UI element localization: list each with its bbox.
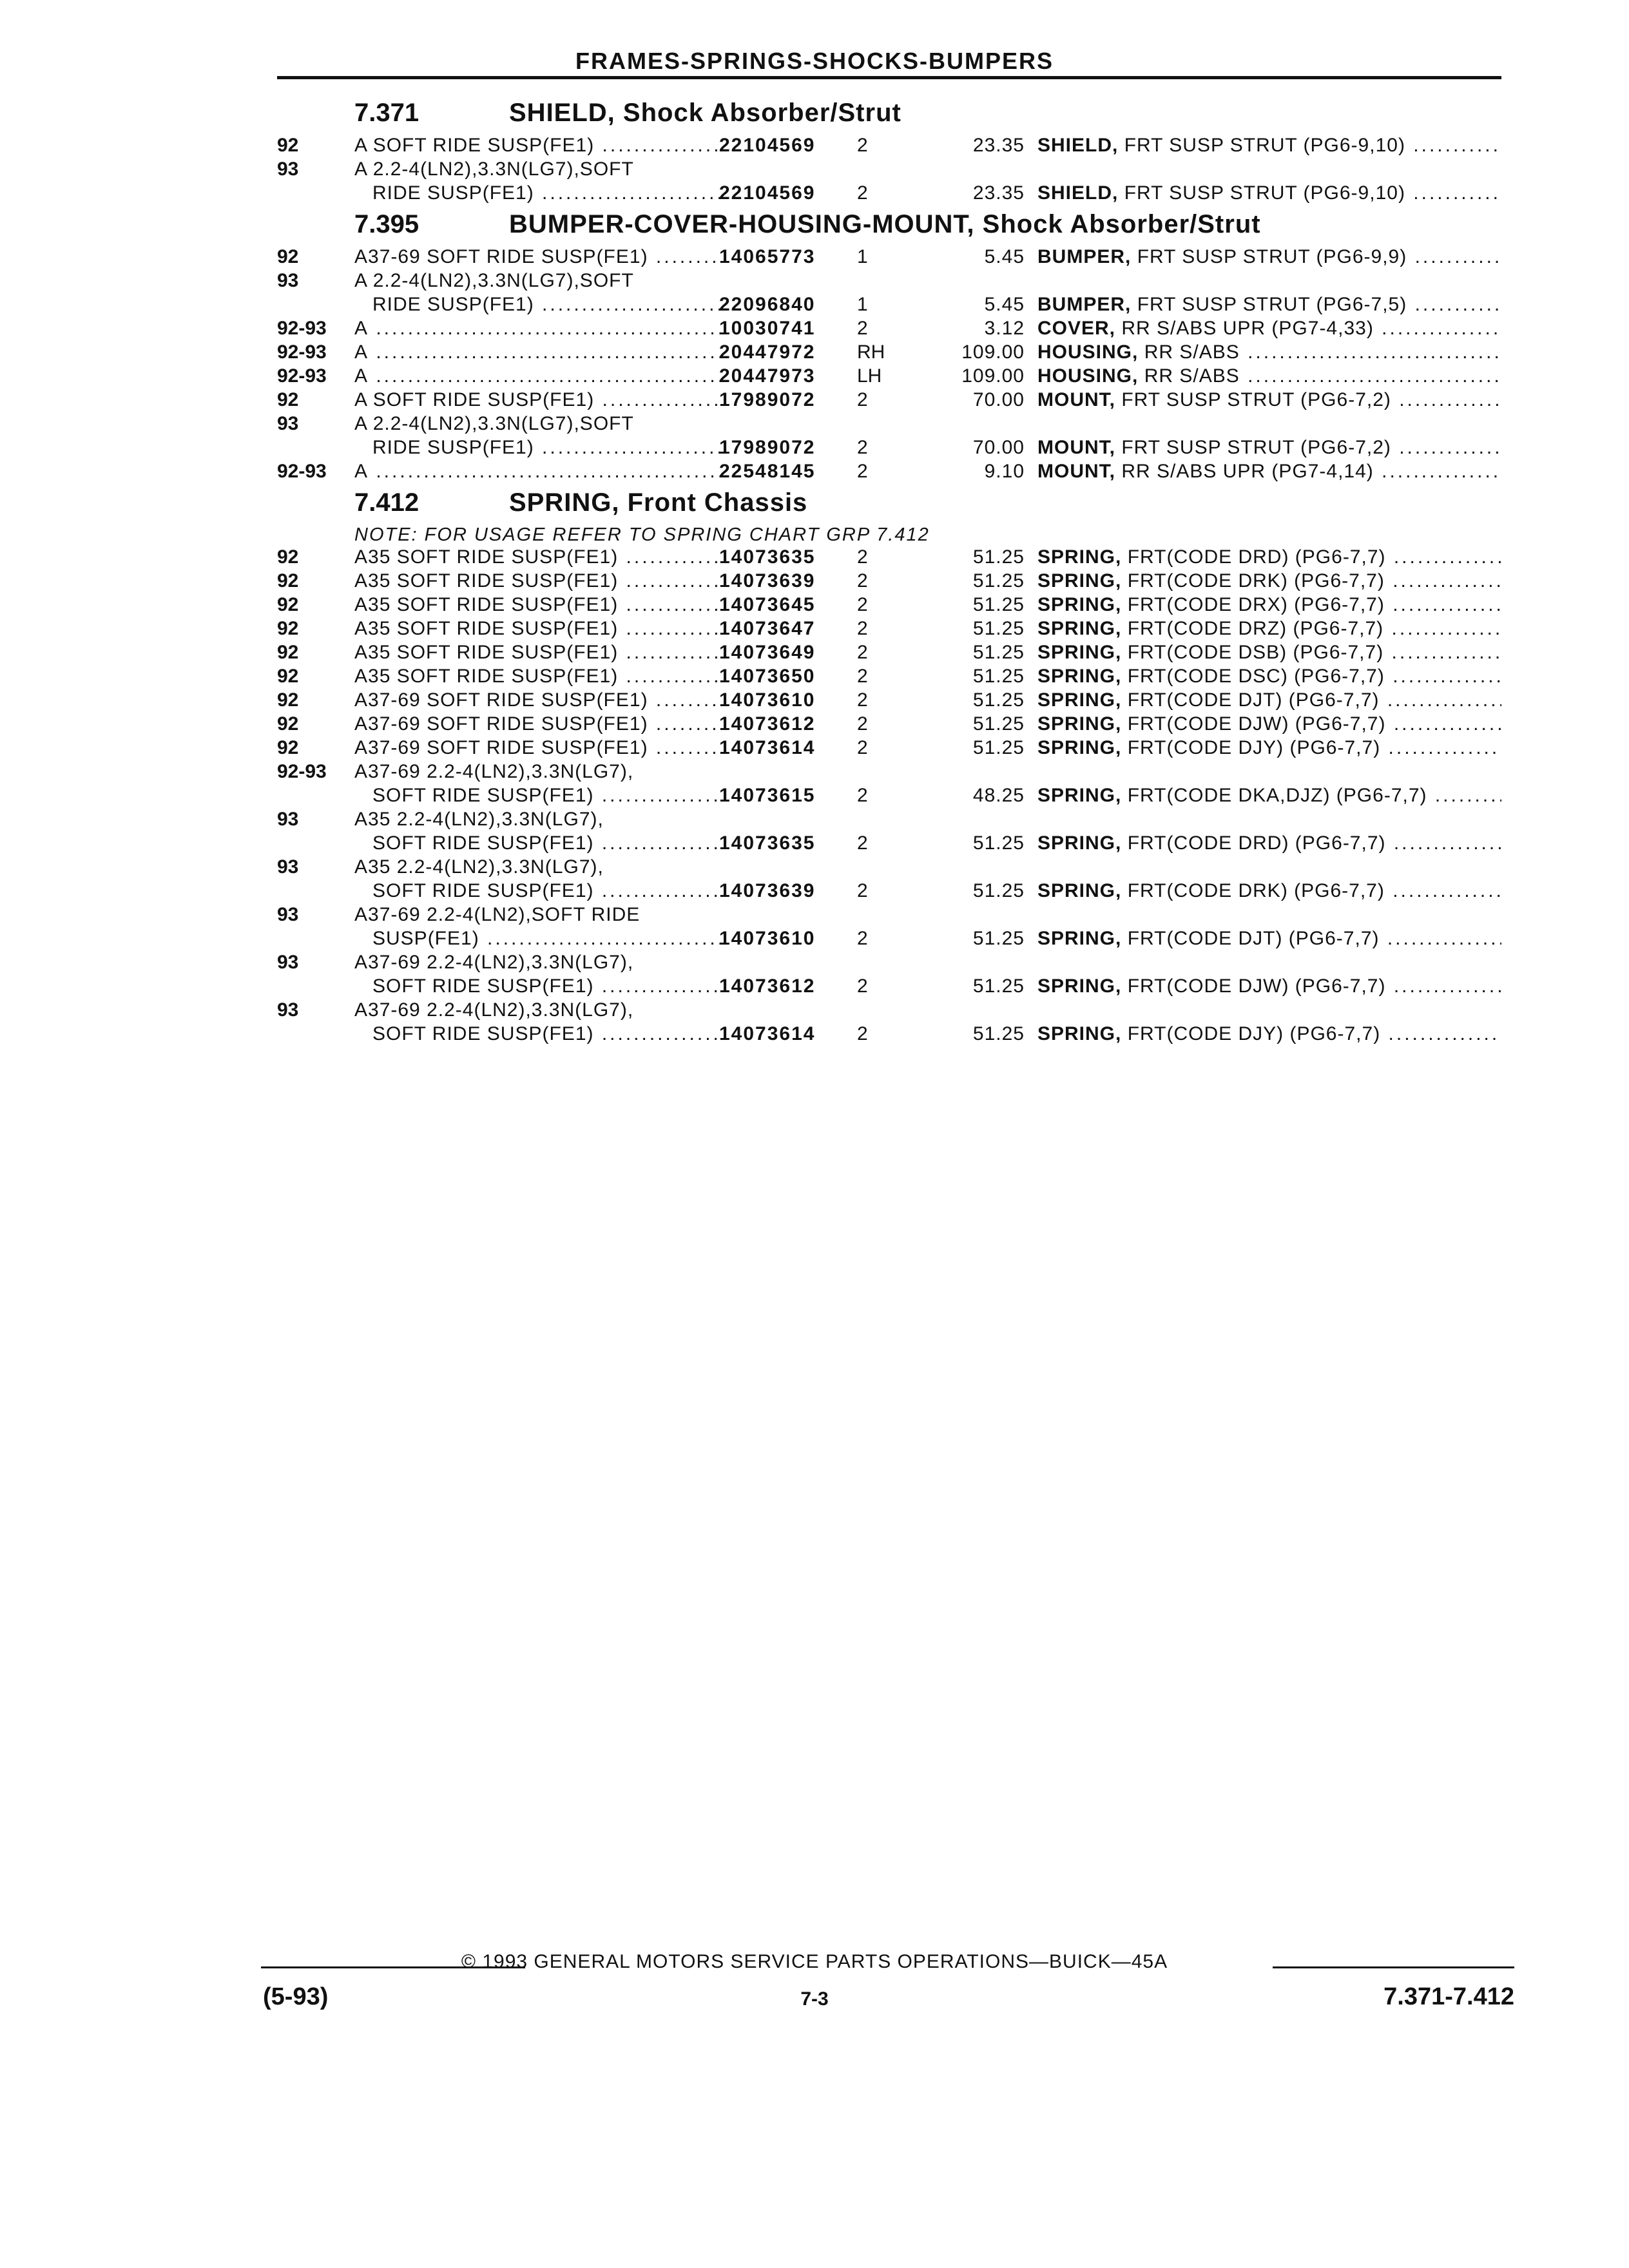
usage-description: A 2.2-4(LN2),3.3N(LG7),SOFT (354, 413, 634, 434)
part-detail: FRT(CODE DJY) (PG6-7,7) (1127, 1023, 1381, 1044)
model-year: 93 (277, 952, 299, 973)
part-name: MOUNT, (1037, 461, 1115, 482)
header-rule (277, 76, 1501, 79)
model-year: 92 (277, 594, 299, 615)
quantity: 2 (857, 594, 868, 615)
model-year: 92 (277, 570, 299, 591)
part-number: 14073614 (719, 737, 816, 758)
usage-description: A35 SOFT RIDE SUSP(FE1) ..... (354, 570, 722, 592)
quantity: 2 (857, 318, 868, 339)
part-name: SPRING, (1037, 642, 1122, 663)
table-row (277, 593, 1501, 617)
model-year: 92 (277, 737, 299, 758)
part-name: MOUNT, (1037, 389, 1115, 410)
price: 51.25 (972, 928, 1025, 949)
part-name: BUMPER, (1037, 246, 1132, 267)
part-name: MOUNT, (1037, 437, 1115, 458)
part-number: 14073610 (719, 928, 816, 949)
table-row (277, 927, 1501, 950)
section-note (277, 523, 1501, 545)
price: 51.25 (972, 1023, 1025, 1044)
usage-description: A SOFT RIDE SUSP(FE1) ..... (354, 389, 722, 411)
part-description (1037, 570, 1501, 592)
quantity: 2 (857, 713, 868, 735)
table-row (277, 831, 1501, 855)
model-year: 92 (277, 713, 299, 735)
usage-description: SOFT RIDE SUSP(FE1) ..... (372, 785, 722, 807)
table-row (277, 545, 1501, 569)
part-detail: FRT(CODE DSB) (PG6-7,7) (1127, 642, 1384, 663)
part-number: 14073612 (719, 975, 816, 997)
quantity: 2 (857, 666, 868, 687)
part-name: SPRING, (1037, 880, 1122, 901)
usage-description: A35 2.2-4(LN2),3.3N(LG7), (354, 856, 604, 878)
table-row (277, 712, 1501, 736)
price: 51.25 (972, 666, 1025, 687)
table-row (277, 688, 1501, 712)
quantity: 2 (857, 642, 868, 663)
section-range: 7.371-7.412 (1383, 1983, 1514, 2010)
part-name: SPRING, (1037, 737, 1122, 758)
part-number: 14073649 (719, 642, 816, 663)
part-name: HOUSING, (1037, 365, 1139, 387)
part-name: SPRING, (1037, 975, 1122, 997)
price: 3.12 (984, 318, 1025, 339)
table-row (277, 157, 1501, 181)
model-year: 93 (277, 270, 299, 291)
part-description (1037, 713, 1501, 735)
price: 51.25 (972, 880, 1025, 901)
price: 51.25 (972, 546, 1025, 568)
model-year: 92 (277, 689, 299, 711)
part-name: SHIELD, (1037, 135, 1119, 156)
part-description (1037, 689, 1501, 711)
table-row (277, 974, 1501, 998)
section-heading (277, 205, 1501, 245)
part-detail: FRT(CODE DRK) (PG6-7,7) (1127, 880, 1385, 901)
model-year: 93 (277, 159, 299, 180)
part-number: 22096840 (719, 294, 816, 315)
part-number: 14073614 (719, 1023, 816, 1044)
part-detail: FRT(CODE DJW) (PG6-7,7) (1127, 713, 1386, 735)
part-detail: RR S/ABS UPR (PG7-4,33) (1121, 318, 1374, 339)
table-row (277, 998, 1501, 1022)
part-detail: FRT(CODE DJW) (PG6-7,7) (1127, 975, 1386, 997)
footer-date: (5-93) (263, 1983, 329, 2010)
price: 70.00 (972, 389, 1025, 410)
part-name: SPRING, (1037, 618, 1122, 639)
model-year: 92-93 (277, 365, 327, 387)
quantity: 2 (857, 737, 868, 758)
part-description (1037, 785, 1501, 807)
quantity: 2 (857, 928, 868, 949)
part-detail: FRT(CODE DRZ) (PG6-7,7) (1127, 618, 1384, 639)
part-description (1037, 365, 1501, 387)
price: 9.10 (984, 461, 1025, 482)
part-number: 14073645 (719, 594, 816, 615)
model-year: 92-93 (277, 461, 327, 482)
table-row (277, 364, 1501, 388)
part-description (1037, 389, 1501, 411)
usage-description: A37-69 SOFT RIDE SUSP(FE1) ..... (354, 713, 722, 735)
price: 5.45 (984, 294, 1025, 315)
part-detail: FRT(CODE DSC) (PG6-7,7) (1127, 666, 1385, 687)
part-name: SPRING, (1037, 666, 1122, 687)
price: 48.25 (972, 785, 1025, 806)
part-description (1037, 880, 1501, 902)
usage-description: A35 SOFT RIDE SUSP(FE1) ..... (354, 618, 722, 640)
part-name: HOUSING, (1037, 341, 1139, 363)
section-number: 7.371 (354, 99, 419, 127)
usage-description: A37-69 2.2-4(LN2),3.3N(LG7), (354, 761, 634, 782)
part-detail: FRT(CODE DJT) (PG6-7,7) (1127, 928, 1380, 949)
usage-description: SOFT RIDE SUSP(FE1) ..... (372, 975, 722, 997)
part-number: 14073650 (719, 666, 816, 687)
price: 51.25 (972, 975, 1025, 997)
usage-description: SOFT RIDE SUSP(FE1) ..... (372, 880, 722, 902)
table-row (277, 807, 1501, 831)
quantity: 2 (857, 785, 868, 806)
price: 51.25 (972, 832, 1025, 854)
usage-description: A35 2.2-4(LN2),3.3N(LG7), (354, 809, 604, 830)
part-description (1037, 737, 1501, 759)
section-heading (277, 93, 1501, 133)
part-number: 10030741 (719, 318, 816, 339)
table-row (277, 269, 1501, 293)
quantity: 1 (857, 246, 868, 267)
section-title: SPRING, Front Chassis (509, 488, 808, 517)
price: 23.35 (972, 182, 1025, 204)
price: 109.00 (961, 341, 1025, 363)
price: 51.25 (972, 618, 1025, 639)
quantity: 2 (857, 546, 868, 568)
quantity: 2 (857, 1023, 868, 1044)
part-detail: FRT(CODE DKA,DJZ) (PG6-7,7) (1127, 785, 1427, 806)
part-description (1037, 246, 1501, 268)
part-detail: FRT SUSP STRUT (PG6-9,9) (1137, 246, 1407, 267)
model-year: 92-93 (277, 761, 327, 782)
section-number: 7.412 (354, 488, 419, 517)
part-number: 14073639 (719, 880, 816, 901)
usage-description: A SOFT RIDE SUSP(FE1) ..... (354, 135, 722, 157)
part-number: 14073612 (719, 713, 816, 735)
price: 23.35 (972, 135, 1025, 156)
model-year: 93 (277, 856, 299, 878)
part-name: SPRING, (1037, 1023, 1122, 1044)
quantity: LH (857, 365, 882, 387)
table-row (277, 569, 1501, 593)
price: 70.00 (972, 437, 1025, 458)
model-year: 92 (277, 618, 299, 639)
quantity: 2 (857, 437, 868, 458)
model-year: 93 (277, 809, 299, 830)
part-detail: RR S/ABS UPR (PG7-4,14) (1121, 461, 1374, 482)
part-number: 20447972 (719, 341, 816, 363)
table-row (277, 340, 1501, 364)
usage-description: A37-69 2.2-4(LN2),3.3N(LG7), (354, 952, 634, 973)
table-row (277, 664, 1501, 688)
part-description (1037, 642, 1501, 664)
usage-description: A ..... (354, 365, 722, 387)
usage-description: SUSP(FE1) ..... (372, 928, 722, 950)
part-number: 14073639 (719, 570, 816, 591)
part-number: 17989072 (719, 437, 816, 458)
part-number: 17989072 (719, 389, 816, 410)
table-row (277, 133, 1501, 157)
section-title: BUMPER-COVER-HOUSING-MOUNT, Shock Absorber/Strut (509, 210, 1261, 238)
usage-description: RIDE SUSP(FE1) ..... (372, 182, 722, 204)
quantity: 1 (857, 294, 868, 315)
part-description (1037, 437, 1501, 459)
usage-description: RIDE SUSP(FE1) ..... (372, 294, 722, 316)
usage-description: A35 SOFT RIDE SUSP(FE1) ..... (354, 642, 722, 664)
quantity: 2 (857, 461, 868, 482)
usage-description: SOFT RIDE SUSP(FE1) ..... (372, 1023, 722, 1045)
part-name: SPRING, (1037, 546, 1122, 568)
part-name: SPRING, (1037, 785, 1122, 806)
model-year: 92 (277, 246, 299, 267)
quantity: 2 (857, 135, 868, 156)
model-year: 92-93 (277, 318, 327, 339)
usage-description: SOFT RIDE SUSP(FE1) ..... (372, 832, 722, 854)
part-description (1037, 135, 1501, 157)
part-detail: FRT SUSP STRUT (PG6-9,10) (1124, 135, 1405, 156)
quantity: 2 (857, 975, 868, 997)
usage-description: A ..... (354, 341, 722, 363)
part-description (1037, 182, 1501, 204)
footer-copyright: © 1993 GENERAL MOTORS SERVICE PARTS OPERATIONS—BUICK—45A (461, 1951, 1168, 1972)
model-year: 93 (277, 413, 299, 434)
section-heading (277, 483, 1501, 523)
table-row (277, 736, 1501, 760)
usage-description: A35 SOFT RIDE SUSP(FE1) ..... (354, 666, 722, 687)
quantity: 2 (857, 182, 868, 204)
usage-description: A 2.2-4(LN2),3.3N(LG7),SOFT (354, 270, 634, 291)
table-row (277, 293, 1501, 316)
price: 51.25 (972, 713, 1025, 735)
parts-list (277, 93, 1501, 1046)
table-row (277, 436, 1501, 459)
model-year: 93 (277, 904, 299, 925)
part-description (1037, 594, 1501, 616)
part-description (1037, 546, 1501, 568)
usage-description: A 2.2-4(LN2),3.3N(LG7),SOFT (354, 159, 634, 180)
model-year: 92 (277, 666, 299, 687)
page-title: FRAMES-SPRINGS-SHOCKS-BUMPERS (575, 48, 1054, 74)
model-year: 92-93 (277, 341, 327, 363)
part-name: SPRING, (1037, 570, 1122, 591)
part-name: SPRING, (1037, 928, 1122, 949)
usage-description: RIDE SUSP(FE1) ..... (372, 437, 722, 459)
part-detail: FRT SUSP STRUT (PG6-9,10) (1124, 182, 1405, 204)
usage-description: A37-69 SOFT RIDE SUSP(FE1) ..... (354, 689, 722, 711)
price: 5.45 (984, 246, 1025, 267)
usage-description: A ..... (354, 318, 722, 340)
table-row (277, 245, 1501, 269)
quantity: 2 (857, 570, 868, 591)
part-name: COVER, (1037, 318, 1116, 339)
part-description (1037, 294, 1501, 316)
part-detail: FRT(CODE DJY) (PG6-7,7) (1127, 737, 1381, 758)
footer-rule-right (1273, 1966, 1514, 1968)
part-description (1037, 666, 1501, 687)
part-number: 14073647 (719, 618, 816, 639)
table-row (277, 412, 1501, 436)
part-detail: FRT SUSP STRUT (PG6-7,2) (1121, 389, 1391, 410)
part-number: 14073635 (719, 832, 816, 854)
table-row (277, 879, 1501, 903)
quantity: 2 (857, 880, 868, 901)
part-name: SPRING, (1037, 832, 1122, 854)
quantity: 2 (857, 689, 868, 711)
model-year: 92 (277, 135, 299, 156)
quantity: 2 (857, 832, 868, 854)
part-detail: FRT SUSP STRUT (PG6-7,5) (1137, 294, 1407, 315)
part-number: 14073635 (719, 546, 816, 568)
part-detail: FRT(CODE DRK) (PG6-7,7) (1127, 570, 1385, 591)
table-row (277, 855, 1501, 879)
part-description (1037, 1023, 1501, 1045)
usage-description: A ..... (354, 461, 722, 483)
part-name: SHIELD, (1037, 182, 1119, 204)
usage-description: A37-69 2.2-4(LN2),SOFT RIDE (354, 904, 641, 925)
price: 51.25 (972, 570, 1025, 591)
price: 51.25 (972, 642, 1025, 663)
part-detail: FRT(CODE DRD) (PG6-7,7) (1127, 546, 1386, 568)
price: 51.25 (972, 594, 1025, 615)
table-row (277, 181, 1501, 205)
usage-description: A35 SOFT RIDE SUSP(FE1) ..... (354, 546, 722, 568)
part-name: SPRING, (1037, 713, 1122, 735)
part-description (1037, 318, 1501, 340)
part-detail: FRT SUSP STRUT (PG6-7,2) (1121, 437, 1391, 458)
table-row (277, 640, 1501, 664)
part-number: 14073610 (719, 689, 816, 711)
part-description (1037, 832, 1501, 854)
model-year: 92 (277, 389, 299, 410)
usage-description: A35 SOFT RIDE SUSP(FE1) ..... (354, 594, 722, 616)
page-number: 7-3 (800, 1988, 829, 2010)
section-title: SHIELD, Shock Absorber/Strut (509, 99, 901, 127)
table-row (277, 617, 1501, 640)
part-number: 14073615 (719, 785, 816, 806)
usage-description: A37-69 SOFT RIDE SUSP(FE1) ..... (354, 737, 722, 759)
part-description (1037, 975, 1501, 997)
price: 109.00 (961, 365, 1025, 387)
price: 51.25 (972, 689, 1025, 711)
table-row (277, 783, 1501, 807)
table-row (277, 1022, 1501, 1046)
part-description (1037, 461, 1501, 483)
part-name: SPRING, (1037, 689, 1122, 711)
part-description (1037, 928, 1501, 950)
part-name: SPRING, (1037, 594, 1122, 615)
table-row (277, 903, 1501, 927)
model-year: 92 (277, 546, 299, 568)
part-detail: FRT(CODE DRD) (PG6-7,7) (1127, 832, 1386, 854)
quantity: 2 (857, 618, 868, 639)
part-number: 22104569 (719, 182, 816, 204)
table-row (277, 950, 1501, 974)
table-row (277, 316, 1501, 340)
part-detail: RR S/ABS (1144, 365, 1240, 387)
part-detail: FRT(CODE DJT) (PG6-7,7) (1127, 689, 1380, 711)
part-detail: FRT(CODE DRX) (PG6-7,7) (1127, 594, 1385, 615)
part-description (1037, 341, 1501, 363)
table-row (277, 388, 1501, 412)
part-number: 20447973 (719, 365, 816, 387)
model-year: 92 (277, 642, 299, 663)
usage-description: A37-69 2.2-4(LN2),3.3N(LG7), (354, 999, 634, 1021)
section-number: 7.395 (354, 210, 419, 238)
part-name: BUMPER, (1037, 294, 1132, 315)
part-number: 22104569 (719, 135, 816, 156)
usage-description: A37-69 SOFT RIDE SUSP(FE1) ..... (354, 246, 722, 268)
part-number: 22548145 (719, 461, 816, 482)
part-detail: RR S/ABS (1144, 341, 1240, 363)
price: 51.25 (972, 737, 1025, 758)
part-description (1037, 618, 1501, 640)
section-note-text: NOTE: FOR USAGE REFER TO SPRING CHART GRP 7.412 (354, 524, 930, 545)
quantity: 2 (857, 389, 868, 410)
quantity: RH (857, 341, 885, 363)
part-number: 14065773 (719, 246, 816, 267)
table-row (277, 459, 1501, 483)
model-year: 93 (277, 999, 299, 1021)
table-row (277, 760, 1501, 783)
